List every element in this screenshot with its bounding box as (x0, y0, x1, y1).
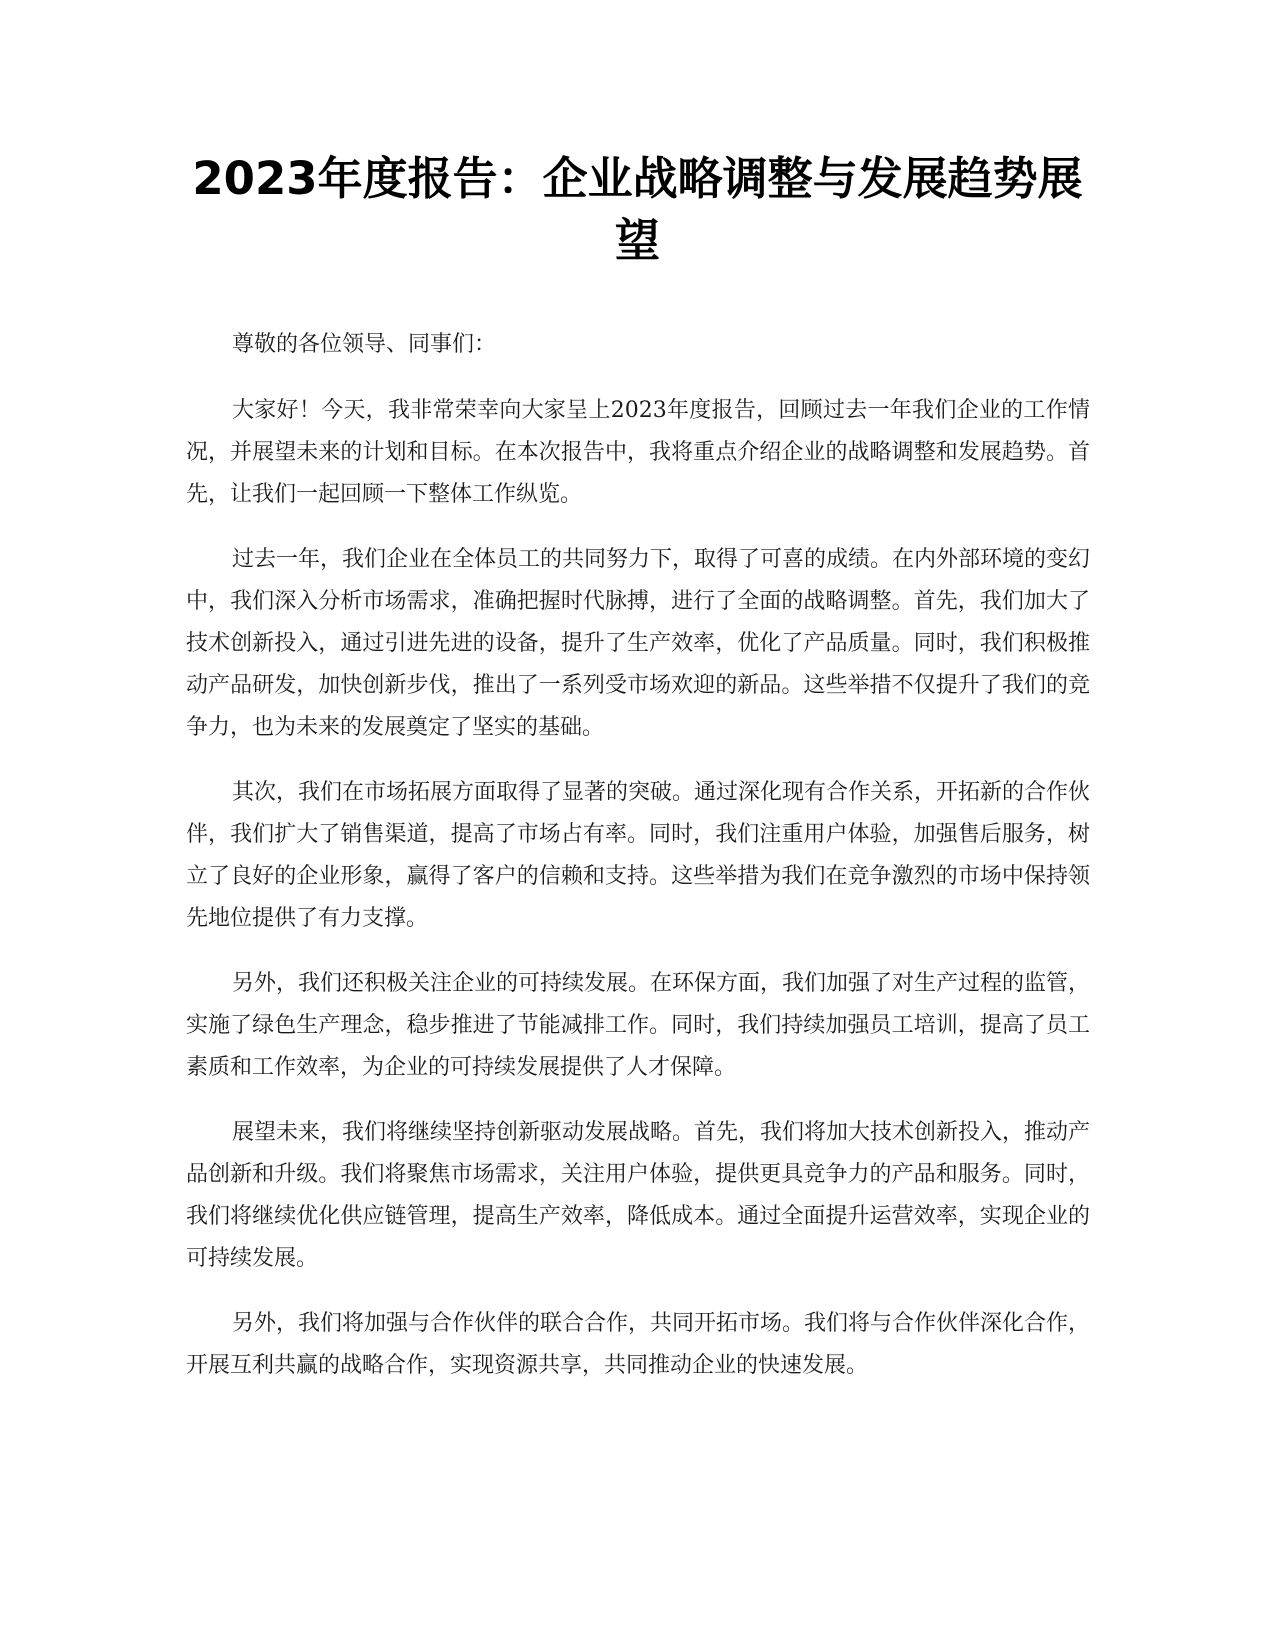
salutation: 尊敬的各位领导、同事们： (232, 332, 497, 357)
paragraph-market: 其次，我们在市场拓展方面取得了显著的突破。通过深化现有合作关系，开拓新的合作伙伴，我们扩大了销售渠道，提高了市场占有率。同时，我们注重用户体验，加强售后服务，树立了良好的企业形象，赢得了客户的信赖和支持。这些举措为我们在竞争激烈的市场中保持领先地位提供了有力支撑。 (186, 780, 1091, 931)
paragraph-outlook: 展望未来，我们将继续坚持创新驱动发展战略。首先，我们将加大技术创新投入，推动产品创新和升级。我们将聚焦市场需求，关注用户体验，提供更具竞争力的产品和服务。同时，我们将继续优化供应链管理，提高生产效率，降低成本。通过全面提升运营效率，实现企业的可持续发展。 (186, 1120, 1091, 1271)
paragraph-partnership: 另外，我们将加强与合作伙伴的联合合作，共同开拓市场。我们将与合作伙伴深化合作，开展互利共赢的战略合作，实现资源共享，共同推动企业的快速发展。 (186, 1311, 1091, 1378)
paragraph-sustainability: 另外，我们还积极关注企业的可持续发展。在环保方面，我们加强了对生产过程的监管，实施了绿色生产理念，稳步推进了节能减排工作。同时，我们持续加强员工培训，提高了员工素质和工作效率，为企业的可持续发展提供了人才保障。 (186, 971, 1091, 1080)
document-body (186, 324, 1090, 1410)
document-title: 2023年度报告：企业战略调整与发展趋势展望 (192, 152, 1083, 267)
paragraph-greeting: 大家好！今天，我非常荣幸向大家呈上2023年度报告，回顾过去一年我们企业的工作情况，并展望未来的计划和目标。在本次报告中，我将重点介绍企业的战略调整和发展趋势。首先，让我们一起回顾一下整体工作纵览。 (186, 398, 1090, 507)
paragraph-review: 过去一年，我们企业在全体员工的共同努力下，取得了可喜的成绩。在内外部环境的变幻中，我们深入分析市场需求，准确把握时代脉搏，进行了全面的战略调整。首先，我们加大了技术创新投入，通过引进先进的设备，提升了生产效率，优化了产品质量。同时，我们积极推动产品研发，加快创新步伐，推出了一系列受市场欢迎的新品。这些举措不仅提升了我们的竞争力，也为未来的发展奠定了坚实的基础。 (186, 547, 1091, 740)
